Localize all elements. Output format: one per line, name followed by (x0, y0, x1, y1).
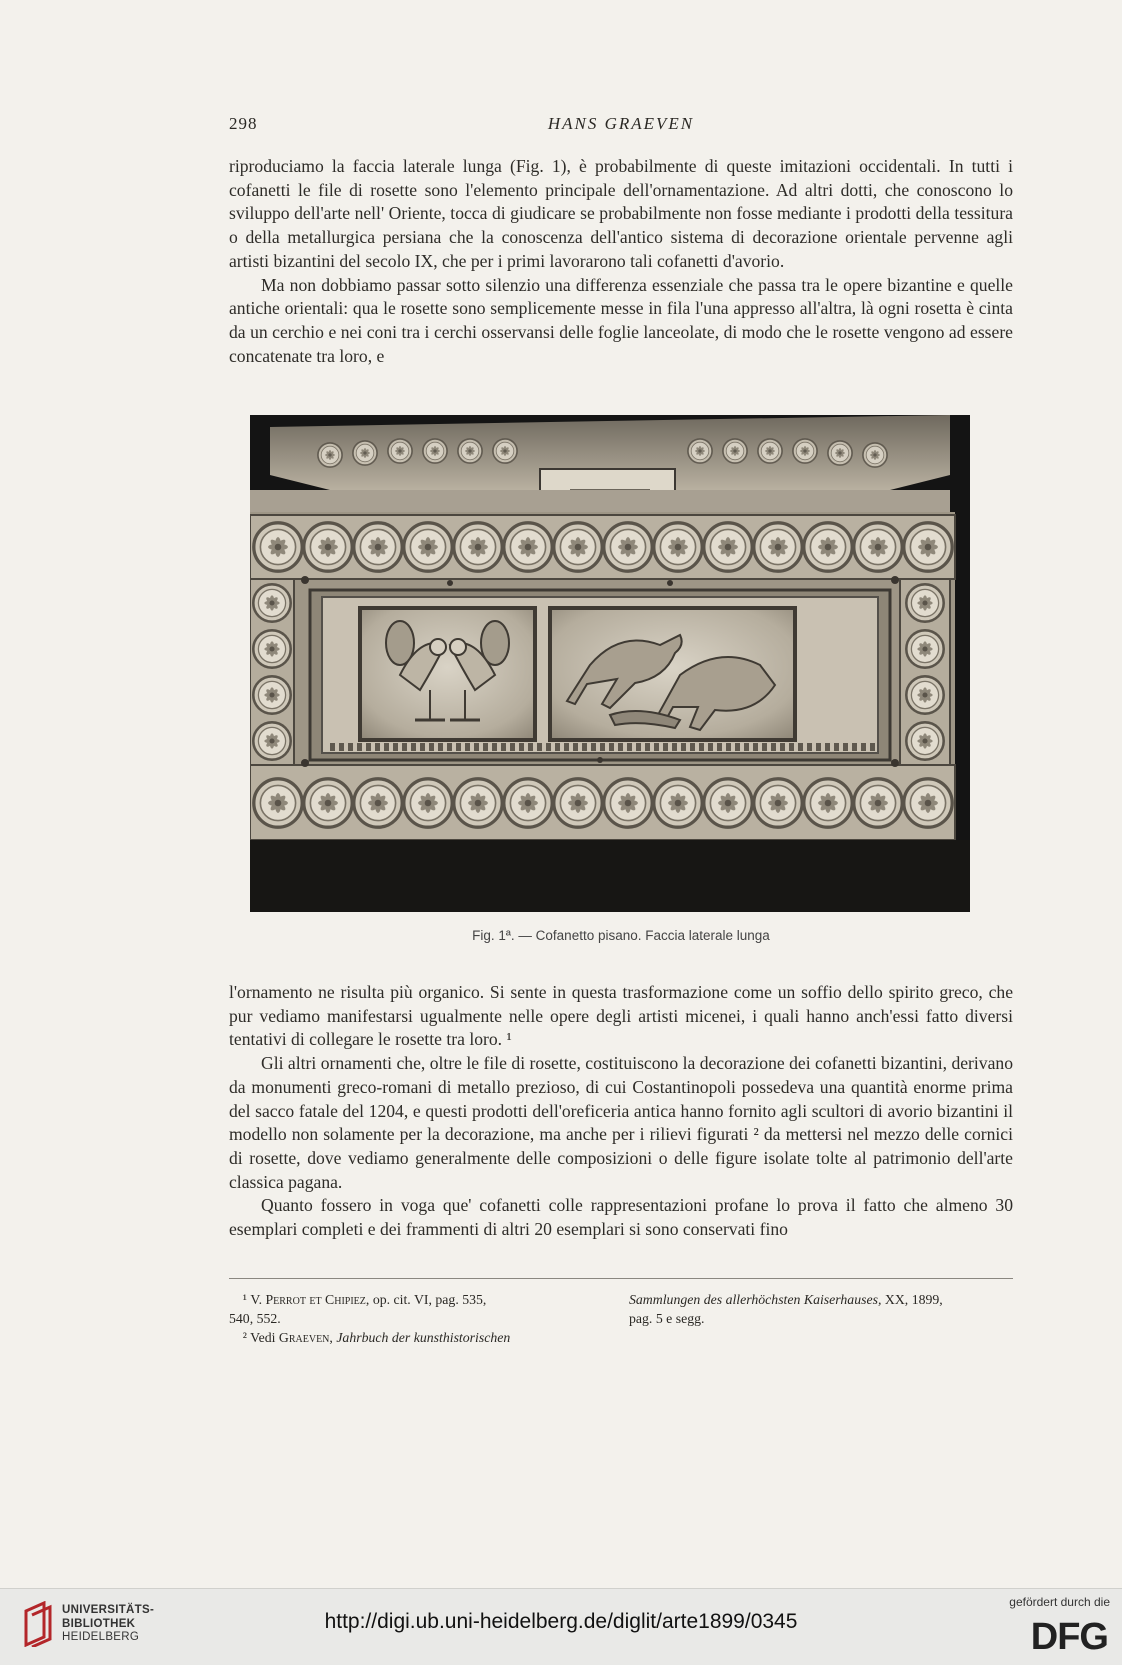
paragraph: Gli altri ornamenti che, oltre le file di rosette, costituiscono la decorazione dei cofanetti bizantini, derivano da monumenti greco-romani di metallo prezioso, di cui Costantinopoli possedeva una quantità enorme prima del sacco fatale del 1204, e questi prodotti dell'oreficeria antica hanno fornito agli scultori di avorio bizantini il modello non solamente per la decorazione, ma anche per i rilievi figurati ² da mettersi nel mezzo delle cornici di rosette, dove vediamo generalmente delle composizioni o delle figure isolate tolte al patrimonio dell'arte classica pagana. (229, 1053, 1013, 1192)
dentil-ornament (591, 743, 596, 751)
rosette-ornament (906, 630, 943, 667)
dentil-ornament (492, 743, 497, 751)
rosette-ornament (454, 779, 502, 827)
footnote-prefix: Vedi (250, 1330, 276, 1345)
relief-panel-birds (360, 608, 535, 740)
library-name-line: BIBLIOTHEK (62, 1617, 136, 1630)
rosette-ornament (906, 722, 943, 759)
dentil-ornament (411, 743, 416, 751)
dentil-ornament (348, 743, 353, 751)
dentil-ornament (402, 743, 407, 751)
dentil-ornament (564, 743, 569, 751)
footnote-2-pages: pag. 5 e segg. (629, 1311, 705, 1326)
dentil-ornament (375, 743, 380, 751)
footnote-2 (229, 1328, 619, 1347)
running-head (229, 114, 1013, 140)
footnotes-right-column (629, 1290, 1013, 1328)
dentil-ornament (744, 743, 749, 751)
dentil-ornament (816, 743, 821, 751)
rosette-ornament (754, 523, 802, 571)
footnotes-left-column (229, 1290, 619, 1347)
dentil-ornament (825, 743, 830, 751)
dentil-ornament (465, 743, 470, 751)
footnote-reference: op. cit. VI, pag. 535, (372, 1292, 487, 1307)
rosette-ornament (904, 779, 952, 827)
dentil-ornament (870, 743, 875, 751)
dentil-ornament (807, 743, 812, 751)
permalink-url[interactable]: http://digi.ub.uni-heidelberg.de/diglit/arte1899/0345 (324, 1610, 798, 1633)
funded-by-label: gefördert durch die (1009, 1595, 1110, 1609)
dentil-ornament (735, 743, 740, 751)
dentil-ornament (798, 743, 803, 751)
rosette-ornament (454, 523, 502, 571)
rosette-ornament (804, 523, 852, 571)
dentil-ornament (573, 743, 578, 751)
footnote-marker: ² (242, 1330, 247, 1345)
rosette-ornament (504, 523, 552, 571)
dentil-ornament (852, 743, 857, 751)
footnote-author: Graeven, (278, 1330, 333, 1345)
dentil-ornament (537, 743, 542, 751)
rosette-ornament (704, 779, 752, 827)
dentil-ornament (861, 743, 866, 751)
body-text-top (229, 155, 1013, 368)
dentil-ornament (771, 743, 776, 751)
page-number: 298 (229, 114, 258, 133)
dentil-ornament (690, 743, 695, 751)
dentil-ornament (555, 743, 560, 751)
body-text-bottom (229, 981, 1013, 1242)
dentil-ornament (753, 743, 758, 751)
dentil-ornament (600, 743, 605, 751)
dentil-ornament (663, 743, 668, 751)
rosette-ornament (404, 779, 452, 827)
rosette-ornament (906, 584, 943, 621)
rosette-ornament (754, 779, 802, 827)
rosette-ornament (354, 523, 402, 571)
rosette-ornament (254, 523, 302, 571)
footnote-author: V. Perrot et Chipiez, (250, 1292, 370, 1307)
dentil-ornament (528, 743, 533, 751)
library-name-line: UNIVERSITÄTS- (62, 1604, 155, 1616)
paragraph: Quanto fossero in voga que' cofanetti colle rappresentazioni profane lo prova il fatto che almeno 30 esemplari completi e dei frammenti di altri 20 esemplari si sono conservati fino (229, 1195, 1013, 1240)
rosette-ornament (404, 523, 452, 571)
dentil-ornament (501, 743, 506, 751)
footnote-divider (229, 1278, 1013, 1279)
figure-caption: Fig. 1ª. — Cofanetto pisano. Faccia laterale lunga (472, 928, 770, 943)
dentil-ornament (519, 743, 524, 751)
footnote-title-continued: Sammlungen des allerhöchsten Kaiserhauses, (629, 1292, 882, 1307)
dentil-ornament (366, 743, 371, 751)
dentil-ornament (384, 743, 389, 751)
rosette-ornament (304, 523, 352, 571)
footnote-1 (229, 1290, 619, 1309)
dentil-ornament (654, 743, 659, 751)
dentil-ornament (438, 743, 443, 751)
dentil-ornament (618, 743, 623, 751)
dentil-ornament (780, 743, 785, 751)
rosette-ornament (554, 779, 602, 827)
dentil-ornament (330, 743, 335, 751)
rosette-ornament (904, 523, 952, 571)
dentil-ornament (843, 743, 848, 751)
rosette-ornament (253, 584, 290, 621)
dentil-ornament (726, 743, 731, 751)
footnote-2-continued (629, 1290, 1013, 1309)
dentil-ornament (636, 743, 641, 751)
rosette-ornament (804, 779, 852, 827)
footnote-reference: XX, 1899, (884, 1292, 943, 1307)
footnote-marker: ¹ (242, 1292, 247, 1307)
dentil-ornament (510, 743, 515, 751)
rosette-ornament (906, 676, 943, 713)
rosette-ornament (854, 523, 902, 571)
running-title: HANS GRAEVEN (547, 114, 695, 133)
dentil-ornament (645, 743, 650, 751)
rosette-ornament (253, 676, 290, 713)
rosette-ornament (854, 779, 902, 827)
footnote-1-continued: 540, 552. (229, 1311, 281, 1326)
dentil-ornament (762, 743, 767, 751)
dentil-ornament (681, 743, 686, 751)
dentil-ornament (789, 743, 794, 751)
dentil-ornament (393, 743, 398, 751)
dentil-ornament (834, 743, 839, 751)
rosette-ornament (254, 779, 302, 827)
dentil-ornament (609, 743, 614, 751)
rosette-ornament (304, 779, 352, 827)
dentil-ornament (420, 743, 425, 751)
casket-illustration (250, 415, 970, 912)
rosette-ornament (654, 523, 702, 571)
dentil-ornament (429, 743, 434, 751)
rosette-ornament (704, 523, 752, 571)
dentil-ornament (708, 743, 713, 751)
dentil-ornament (483, 743, 488, 751)
dentil-ornament (699, 743, 704, 751)
rosette-ornament (604, 523, 652, 571)
rosette-ornament (654, 779, 702, 827)
dentil-ornament (456, 743, 461, 751)
paragraph: Ma non dobbiamo passar sotto silenzio una differenza essenziale che passa tra le opere bizantine e quelle antiche orientali: qua le rosette sono semplicemente messe in fila l'una appresso all'altra, là ogni rosetta è cinta da un cerchio e nei coni tra i cerchi osservansi delle foglie lanceolate, di modo che le rosette vengono ad essere concatenate tra loro, e (229, 274, 1013, 366)
figure-casket-photo (250, 415, 970, 912)
dentil-ornament (672, 743, 677, 751)
dentil-ornament (447, 743, 452, 751)
dentil-ornament (717, 743, 722, 751)
paragraph: riproduciamo la faccia laterale lunga (Fig. 1), è probabilmente di queste imitazioni occidentali. In tutti i cofanetti le file di rosette sono l'elemento principale dell'ornamentazione. Ad altri dotti, che conoscono lo sviluppo dell'arte nell' Oriente, tocca di giudicare se probabilmente non fosse mediante i prodotti della tessitura o della metallurgica persiana che la conoscenza dell'antico sistema di decorazione orientale pervenne agli artisti bizantini del secolo IX, che per i primi lavorarono tali cofanetti d'avorio. (229, 156, 1013, 271)
dentil-ornament (339, 743, 344, 751)
dfg-logo: DFG (1030, 1616, 1108, 1658)
rosette-ornament (253, 722, 290, 759)
dentil-ornament (474, 743, 479, 751)
paragraph: l'ornamento ne risulta più organico. Si sente in questa trasformazione come un soffio dello spirito greco, che pur vediamo manifestarsi ugualmente nelle opere degli artisti micenei, i quali hanno anch'essi fatto diversi tentativi di collegare le rosette tra loro. ¹ (229, 982, 1013, 1050)
rosette-ornament (504, 779, 552, 827)
rosette-ornament (604, 779, 652, 827)
rosette-ornament (554, 523, 602, 571)
library-name-line: HEIDELBERG (62, 1631, 140, 1643)
rosette-ornament (354, 779, 402, 827)
rosette-ornament (253, 630, 290, 667)
footnote-title: Jahrbuch der kunsthistorischen (336, 1330, 511, 1345)
dentil-ornament (357, 743, 362, 751)
dentil-ornament (627, 743, 632, 751)
dentil-ornament (546, 743, 551, 751)
dentil-ornament (582, 743, 587, 751)
